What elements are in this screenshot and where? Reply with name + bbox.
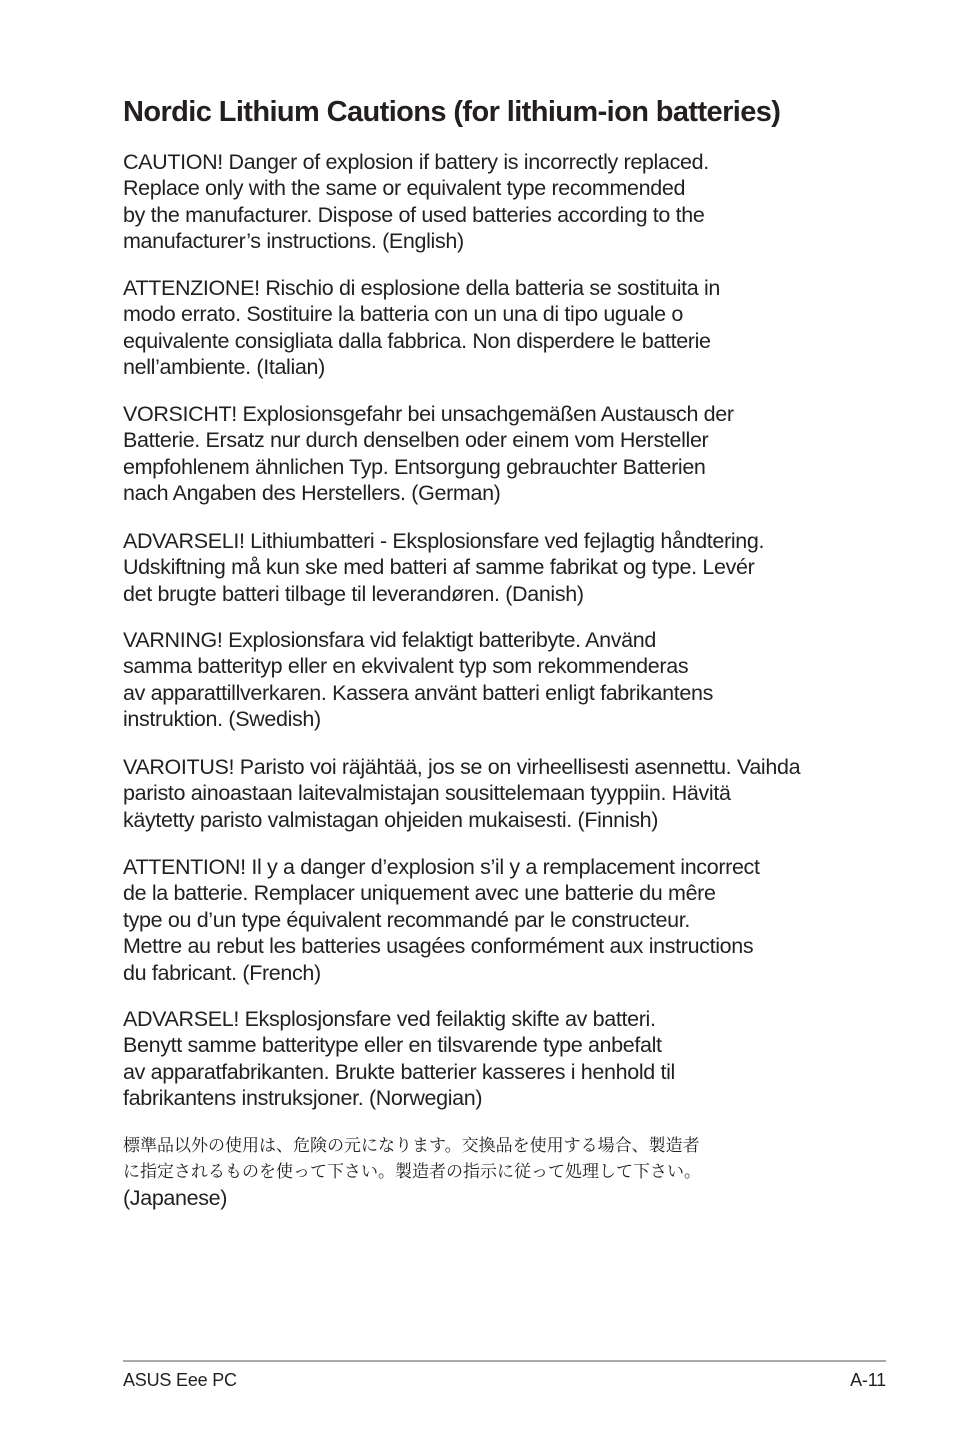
text-line: manufacturer’s instructions. (English) (123, 229, 464, 254)
caution-italian (123, 275, 863, 381)
text-line: av apparatfabrikanten. Brukte batterier kasseres i henhold til (123, 1059, 675, 1084)
caution-finnish (123, 754, 863, 833)
text-line: type ou d’un type équivalent recommandé par le constructeur. (123, 907, 691, 932)
caution-german (123, 401, 863, 507)
text-line: de la batterie. Remplacer uniquement avec une batterie du mêre (123, 881, 716, 906)
caution-norwegian (123, 1006, 863, 1112)
text-line: samma batterityp eller en ekvivalent typ som rekommenderas (123, 654, 689, 679)
text-line: det brugte batteri tilbage til leverandøren. (Danish) (123, 581, 584, 606)
text-line: fabrikantens instruksjoner. (Norwegian) (123, 1086, 483, 1111)
text-line: Udskiftning må kun ske med batteri af samme fabrikat og type. Levér (123, 555, 755, 580)
text-line: ATTENZIONE! Rischio di esplosione della batteria se sostituita in (123, 276, 721, 300)
text-line: av apparattillverkaren. Kassera använt batteri enligt fabrikantens (123, 680, 713, 705)
footer-page-number: A-11 (850, 1370, 886, 1390)
text-line: VARNING! Explosionsfara vid felaktigt batteribyte. Använd (123, 628, 656, 652)
text-line: käytetty paristo valmistagan ohjeiden mukaisesti. (Finnish) (123, 807, 659, 832)
caution-swedish (123, 627, 863, 733)
text-line: Benytt samme batteritype eller en tilsvarende type anbefalt (123, 1033, 662, 1058)
text-line: by the manufacturer. Dispose of used batteries according to the (123, 202, 705, 227)
text-line-japanese: に指定されるものを使って下さい。製造者の指示に従って処理して下さい。 (123, 1162, 701, 1182)
caution-english (123, 149, 863, 255)
text-line: du fabricant. (French) (123, 960, 321, 985)
text-line: ATTENTION! Il y a danger d’explosion s’il y a remplacement incorrect (123, 855, 760, 879)
footer-divider (123, 1360, 886, 1362)
caution-french (123, 854, 863, 986)
text-line-japanese: 標準品以外の使用は、危険の元になります。交換品を使用する場合、製造者 (123, 1136, 700, 1156)
text-line: equivalente consigliata dalla fabbrica. Non disperdere le batterie (123, 328, 711, 353)
text-line: instruktion. (Swedish) (123, 707, 321, 732)
text-line: modo errato. Sostituire la batteria con un una di tipo uguale o (123, 302, 684, 327)
page-title: Nordic Lithium Cautions (for lithium-ion batteries) (123, 96, 781, 128)
text-line: Batterie. Ersatz nur durch denselben oder einem vom Hersteller (123, 428, 709, 453)
text-line: VORSICHT! Explosionsgefahr bei unsachgemäßen Austausch der (123, 402, 734, 426)
text-line: nach Angaben des Herstellers. (German) (123, 481, 501, 506)
text-line: ADVARSELI! Lithiumbatteri - Eksplosionsfare ved fejlagtig håndtering. (123, 529, 765, 553)
text-line: VAROITUS! Paristo voi räjähtää, jos se on virheellisesti asennettu. Vaihda (123, 755, 801, 779)
japanese-label: (Japanese) (123, 1186, 228, 1210)
text-line: Replace only with the same or equivalent type recommended (123, 176, 686, 201)
text-line: paristo ainoastaan laitevalmistajan sousittelemaan tyyppiin. Hävitä (123, 781, 731, 806)
text-line: Mettre au rebut les batteries usagées conformément aux instructions (123, 934, 754, 959)
text-line: empfohlenem ähnlichen Typ. Entsorgung gebrauchter Batterien (123, 454, 706, 479)
text-line: ADVARSEL! Eksplosjonsfare ved feilaktig skifte av batteri. (123, 1007, 656, 1031)
caution-danish (123, 528, 863, 607)
text-line: nell’ambiente. (Italian) (123, 355, 325, 380)
caution-japanese (123, 1133, 863, 1211)
text-line: CAUTION! Danger of explosion if battery is incorrectly replaced. (123, 150, 709, 174)
footer-product-name: ASUS Eee PC (123, 1370, 237, 1390)
